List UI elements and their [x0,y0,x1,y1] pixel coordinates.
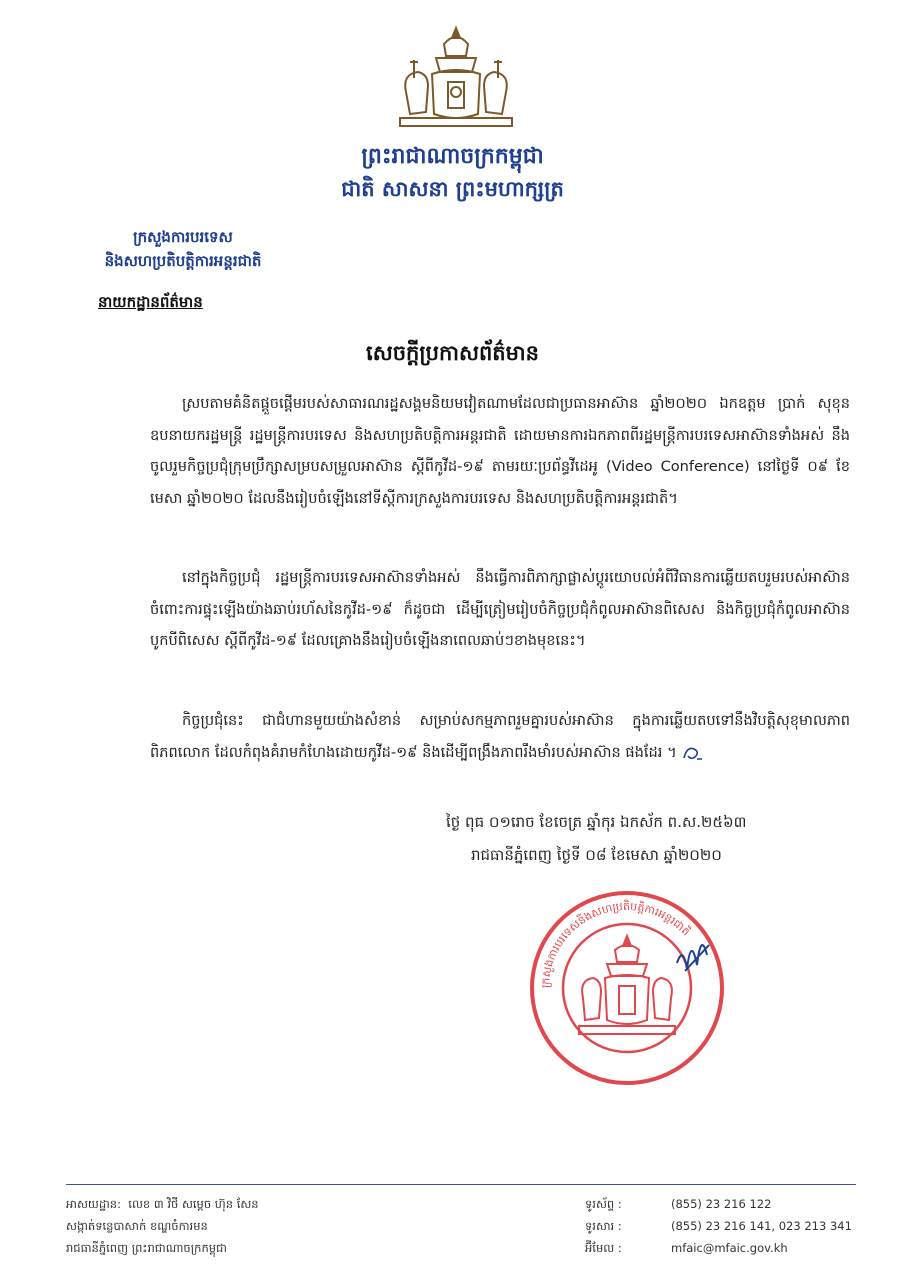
paragraph-2 [150,562,850,657]
end-mark-icon [681,744,705,762]
signature-icon [673,925,715,983]
fax-value: (855) 23 216 141, 023 213 341 [671,1219,852,1233]
paragraph-1 [150,388,850,514]
paragraph-1-text: ស្របតាមគំនិតផ្តួចផ្តើមរបស់សាធារណរដ្ឋសង្គមនិយមវៀតណាមដែលជាប្រធានអាស៊ាន ឆ្នាំ២០២០ ឯកឧត្តម ប្រាក់ សុខុន ឧបនាយករដ្ឋមន្ត្រី រដ្ឋមន្ត្រីការបរទេស និងសហប្រតិបត្តិការអន្តរជាតិ ដោយមានការឯកភាពពីរដ្ឋមន្ត្រីការបរទេសអាស៊ានទាំងអស់ នឹងចូលរួមកិច្ចប្រជុំក្រុមប្រឹក្សាសម្របសម្រួលអាស៊ាន ស្តីពីកូវីដ-១៩ តាមរយៈប្រព័ន្ធវីដេអូ (Video Conference) នៅថ្ងៃទី ០៩ ខែមេសា ឆ្នាំ២០២០ ដែលនឹងរៀបចំឡើងនៅទីស្តីការក្រសួងការបរទេស និងសហប្រតិបត្តិការអន្តរជាតិ។ [150,395,850,507]
department-name: នាយកដ្ឋានព័ត៌មាន [98,293,203,311]
seal-text: ក្រសួងការបរទេសនិងសហប្រតិបត្តិការអន្តរជាតិ [538,899,693,989]
lunar-date: ថ្ងៃ ពុធ ០១រោច ខែចេត្រ ឆ្នាំកុរ ឯកស័ក ព.ស.២៥៦៣ [446,813,747,831]
official-seal-icon [527,888,727,1088]
kingdom-motto: ជាតិ សាសនា ព្រះមហាក្សត្រ [341,177,564,201]
document-title: សេចក្តីប្រកាសព័ត៌មាន [366,341,539,365]
paragraph-3-text: កិច្ចប្រជុំនេះ ជាជំហានមួយយ៉ាងសំខាន់ សម្រាប់សកម្មភាពរួមគ្នារបស់អាស៊ាន ក្នុងការឆ្លើយតបទៅនឹងវិបត្តិសុខុមាលភាពពិភពលោក ដែលកំពុងគំរាមកំហែងដោយកូវីដ-១៩ និងដើម្បីពង្រឹងភាពរឹងមាំរបស់អាស៊ាន ផងដែរ ។ [150,712,850,761]
royal-crest-icon [392,22,520,132]
ministry-name-line1: ក្រសួងការបរទេស [133,228,233,246]
paragraph-3 [150,705,850,768]
address-label: អាសយដ្ឋាន: [66,1197,121,1211]
address-line3: រាជធានីភ្នំពេញ ព្រះរាជាណាចក្រកម្ពុជា [66,1241,227,1255]
email-label: អ៊ីមែល : [585,1241,622,1255]
footer-address [66,1193,259,1259]
phone-label: ទូរស័ព្ទ : [585,1197,622,1211]
address-line2: សង្កាត់ទន្លេបាសាក់ ខណ្ឌចំការមន [66,1219,208,1233]
footer-contacts [585,1193,852,1259]
fax-label: ទូរសារ : [585,1219,622,1233]
paragraph-2-text: នៅក្នុងកិច្ចប្រជុំ រដ្ឋមន្ត្រីការបរទេសអាស៊ានទាំងអស់ នឹងធ្វើការពិភាក្សាផ្លាស់ប្តូរយោបល់អំពីវិធានការឆ្លើយតបរួមរបស់អាស៊ាន ចំពោះការផ្ទុះឡើងយ៉ាងឆាប់រហ័សនៃកូវីដ-១៩ ក៏ដូចជា ដើម្បីត្រៀមរៀបចំកិច្ចប្រជុំកំពូលអាស៊ានពិសេស និងកិច្ចប្រជុំកំពូលអាស៊ានបូកបីពិសេស ស្តីពីកូវីដ-១៩ ដែលគ្រោងនឹងរៀបចំឡើងនាពេលឆាប់ៗខាងមុខនេះ។ [150,569,850,649]
place-and-date: រាជធានីភ្នំពេញ ថ្ងៃទី ០៨ ខែមេសា ឆ្នាំ២០២០ [471,846,722,864]
phone-value: (855) 23 216 122 [671,1197,772,1211]
kingdom-title: ព្រះរាជាណាចក្រកម្ពុជា [361,144,544,169]
footer-divider [66,1184,856,1185]
address-line1: លេខ ៣ វិថី សម្តេច ហ៊ុន សែន [128,1197,259,1211]
ministry-name-line2: និងសហប្រតិបត្តិការអន្តរជាតិ [104,252,262,270]
email-value[interactable]: mfaic@mfaic.gov.kh [671,1241,788,1255]
